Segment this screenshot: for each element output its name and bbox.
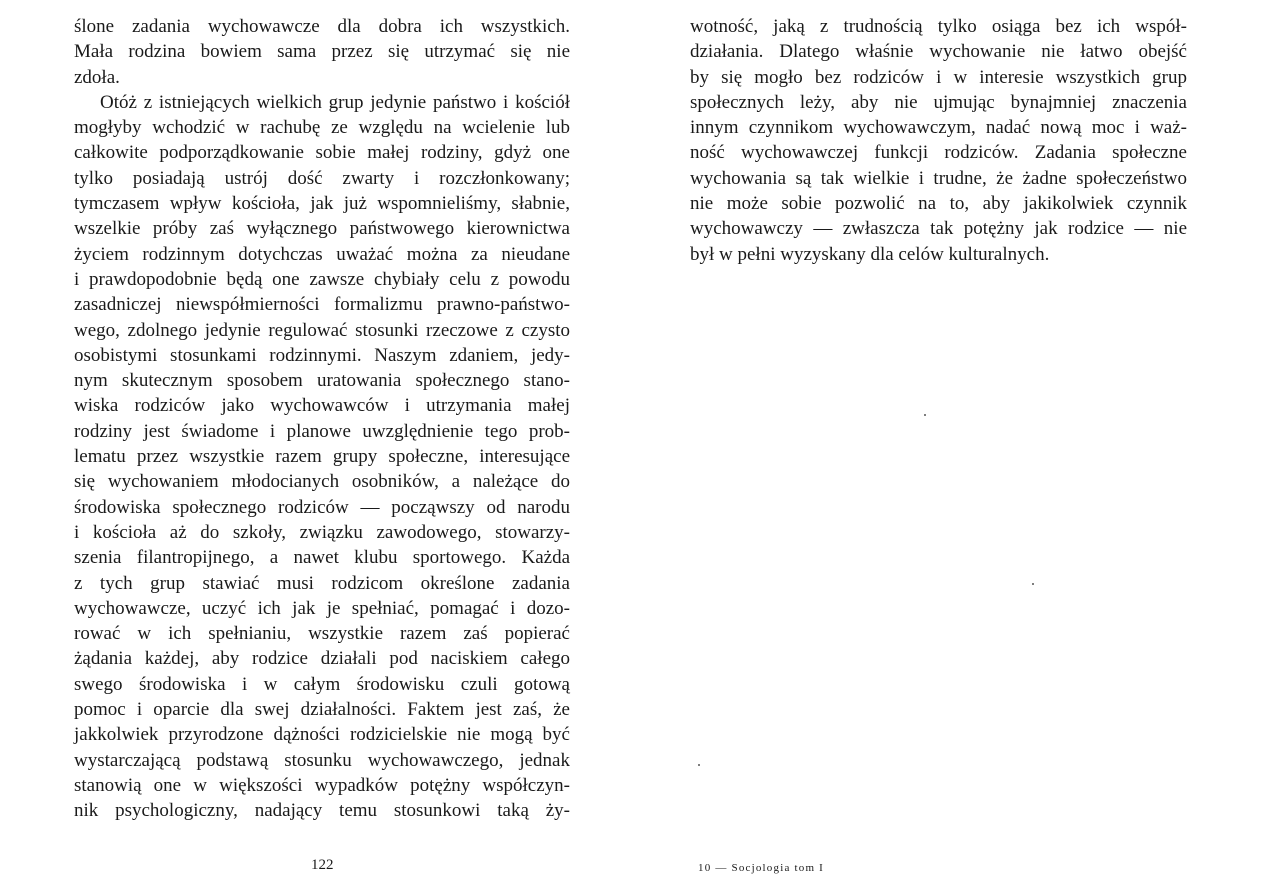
text-line: tymczasem wpływ kościoła, jak już wspomnieliśmy, słabnie, [74,193,570,215]
text-line: tylko posiadają ustrój dość zwarty i rozczłonkowany; [74,167,570,189]
text-line: całkowite podporządkowanie sobie małej rodziny, gdyż one [74,142,570,164]
text-line: rować w ich spełnianiu, wszystkie razem zaś popierać [74,623,570,645]
text-line: społecznych leży, aby nie ujmując bynajmniej znaczenia [690,91,1187,113]
text-line: się wychowaniem młodocianych osobników, a należące do [74,471,570,493]
text-line: Otóż z istniejących wielkich grup jedynie państwo i kościół [100,91,570,113]
text-line: wychowawczy — zwłaszcza tak potężny jak rodzice — nie [690,218,1187,240]
text-line: wotność, jaką z trudnością tylko osiąga bez ich współ- [690,16,1187,37]
text-line: stanowią one w większości wypadków potężny współczyn- [74,774,570,796]
text-line: ność wychowawczej funkcji rodziców. Zadania społeczne [690,142,1187,164]
text-line: mogłyby wchodzić w rachubę ze względu na wcielenie lub [74,117,570,139]
text-line: wychowawcze, uczyć ich jak je spełniać, pomagać i dozo- [74,597,570,619]
text-line: wychowania są tak wielkie i trudne, że żadne społeczeństwo [690,167,1187,189]
scan-speck [924,414,926,416]
text-line: zdoła. [74,66,120,88]
text-line: życiem rodzinnym dotychczas uważać można za nieudane [74,243,570,265]
left-page-body-text [74,14,570,824]
text-line: rodziny jest świadome i planowe uwzględnienie tego prob- [74,420,570,442]
text-line: był w pełni wyzyskany dla celów kulturalnych. [690,243,1050,265]
left-page [0,0,631,893]
text-line: ślone zadania wychowawcze dla dobra ich wszystkich. [74,16,570,37]
text-line: wszelkie próby zaś wyłącznego państwowego kierownictwa [74,218,570,240]
text-line: wiska rodziców jako wychowawców i utrzymania małej [74,395,570,417]
printer-signature: 10 — Socjologia tom I [698,862,825,874]
text-line: szenia filantropijnego, a nawet klubu sportowego. Każda [74,547,570,569]
text-line: lematu przez wszystkie razem grupy społeczne, interesujące [74,446,570,468]
text-line: wystarczającą podstawą stosunku wychowawczego, jednak [74,749,570,771]
text-line: swego środowiska i w całym środowisku czuli gotową [74,673,570,695]
text-line: by się mogło bez rodziców i w interesie wszystkich grup [690,66,1187,88]
text-line: działania. Dlatego właśnie wychowanie nie łatwo obejść [690,41,1187,63]
text-line: nie może sobie pozwolić na to, aby jakikolwiek czynnik [690,193,1187,215]
text-line: wego, zdolnego jedynie regulować stosunki rzeczowe z czysto [74,319,570,341]
text-line: i kościoła aż do szkoły, związku zawodowego, stowarzy- [74,521,570,543]
text-line: zasadniczej niewspółmierności formalizmu prawno-państwo- [74,294,570,316]
text-line: żądania każdej, aby rodzice działali pod naciskiem całego [74,648,570,670]
text-line: jakkolwiek przyrodzone dążności rodzicielskie nie mogą być [74,724,570,746]
text-line: osobistymi stosunkami rodzinnymi. Naszym zdaniem, jedy- [74,344,570,366]
text-line: nik psychologiczny, nadający temu stosunkowi taką ży- [74,800,570,822]
text-line: pomoc i oparcie dla swej działalności. Faktem jest zaś, że [74,699,570,721]
right-page-body-text [690,14,1187,267]
right-page [632,0,1263,893]
text-line: innym czynnikom wychowawczym, nadać nową moc i waż- [690,117,1187,139]
text-line: środowiska społecznego rodziców — począwszy od narodu [74,496,570,518]
scan-speck [1032,583,1034,585]
text-line: z tych grup stawiać musi rodzicom określone zadania [74,572,570,594]
text-line: i prawdopodobnie będą one zawsze chybiały celu z powodu [74,268,570,290]
scan-speck [698,764,700,766]
text-line: nym skutecznym sposobem uratowania społecznego stano- [74,370,570,392]
text-line: Mała rodzina bowiem sama przez się utrzymać się nie [74,41,570,63]
page-number: 122 [311,857,334,873]
